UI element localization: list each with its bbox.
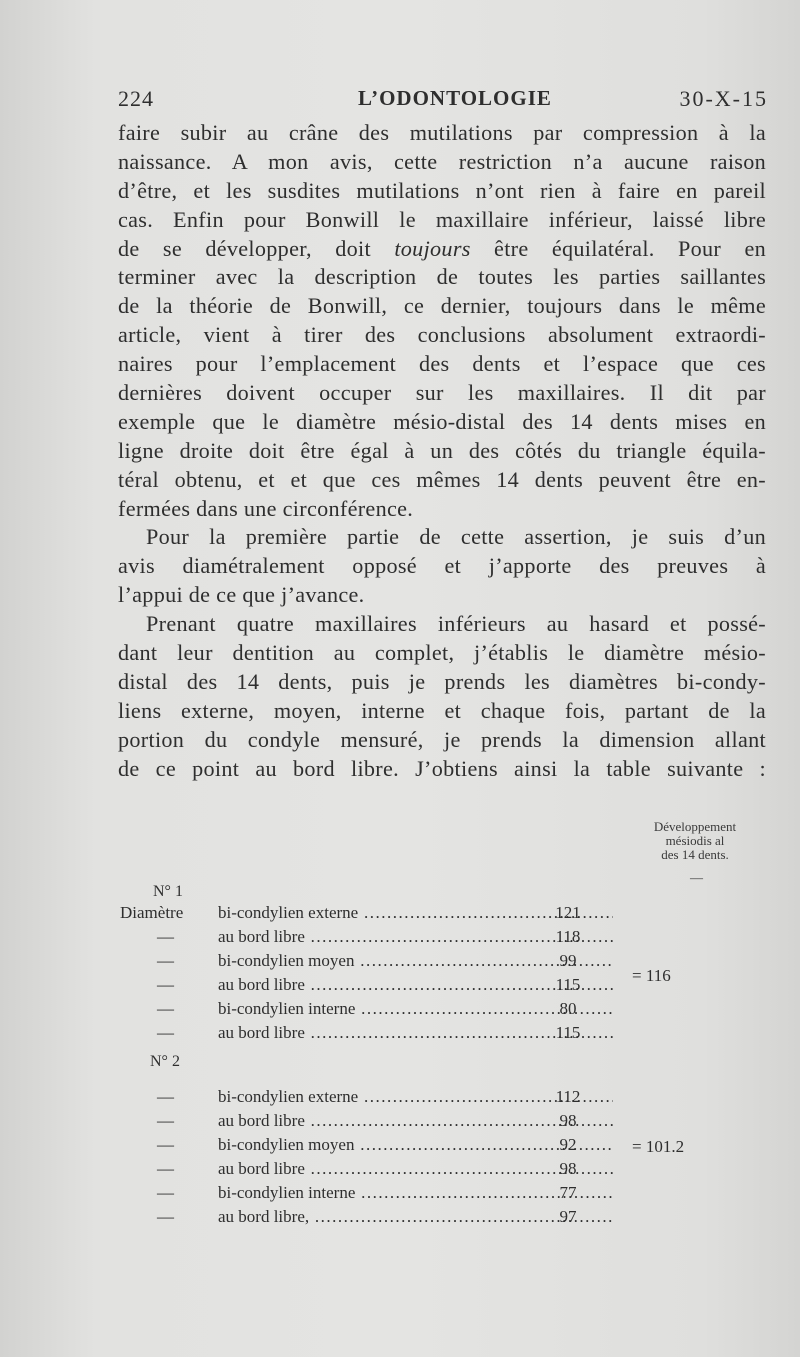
row-description: bi-condylien externe: [218, 903, 359, 922]
table-row: [118, 1087, 598, 1109]
row-label: Diamètre: [120, 903, 184, 922]
table-row: [118, 975, 598, 997]
table-row: [118, 1159, 598, 1181]
text-line: distal des 14 dents, puis je prends les diamètres bi-condy-: [118, 668, 766, 694]
dev-header-line: des 14 dents.: [661, 847, 729, 862]
text-line: dant leur dentition au complet, j’établis le diamètre mésio-: [118, 640, 766, 666]
emphasis-word: toujours: [394, 235, 471, 261]
text-line: faire subir au crâne des mutilations par compression à la: [118, 120, 766, 145]
row-value: 121: [555, 903, 581, 922]
text-line: de se développer, doit toujours être équilatéral. Pour en: [118, 235, 766, 261]
row-description: bi-condylien externe: [218, 1087, 359, 1106]
row-value: 98: [559, 1159, 577, 1178]
table-row: [118, 903, 598, 925]
row-label: —: [157, 951, 174, 970]
row-value: 118: [555, 927, 581, 946]
text-line: dernières doivent occuper sur les maxillaires. Il dit par: [118, 380, 766, 406]
section-number: N° 1: [153, 883, 183, 900]
row-description: bi-condylien moyen: [218, 1135, 355, 1154]
row-label: —: [157, 1087, 174, 1106]
row-value: 77: [559, 1183, 577, 1202]
table-row: [118, 951, 598, 973]
section-result: = 116: [632, 966, 671, 985]
row-value: 97: [559, 1207, 577, 1226]
table-row: [118, 927, 598, 949]
row-value: 115: [555, 1023, 581, 1042]
page-number: 224: [118, 86, 154, 111]
dev-header-line: mésiodis al: [665, 833, 725, 848]
row-value: 92: [559, 1135, 577, 1154]
row-label: —: [157, 1207, 174, 1226]
row-description: bi-condylien interne: [218, 1183, 356, 1202]
row-value: 112: [555, 1087, 581, 1106]
text-line: avis diamétralement opposé et j’apporte des preuves à: [118, 553, 766, 579]
paragraph-start: Pour la première partie de cette assertion, je suis d’un: [146, 524, 766, 550]
text-line: exemple que le diamètre mésio-distal des 14 dents mises en: [118, 408, 766, 434]
table-row: [118, 1023, 598, 1045]
text-line: article, vient à tirer des conclusions absolument extraordi-: [118, 322, 766, 348]
dev-header-dash: —: [690, 870, 703, 885]
table-row: [118, 999, 598, 1021]
text-line: l’appui de ce que j’avance.: [118, 582, 365, 608]
row-description: au bord libre,: [218, 1207, 310, 1226]
development-column-header: [620, 820, 770, 862]
text-line: de la théorie de Bonwill, ce dernier, toujours dans le même: [118, 293, 766, 319]
row-label: —: [157, 975, 174, 994]
journal-title: L’ODONTOLOGIE: [358, 86, 552, 110]
row-value: 115: [555, 975, 581, 994]
text-line: ligne droite doit être égal à un des côtés du triangle équila-: [118, 437, 766, 463]
row-label: —: [157, 999, 174, 1018]
row-value: 99: [559, 951, 577, 970]
row-description: au bord libre: [218, 975, 305, 994]
text-line: d’être, et les susdites mutilations n’ont rien à faire en pareil: [118, 177, 766, 203]
text-line: portion du condyle mensuré, je prends la dimension allant: [118, 726, 766, 752]
table-row: [118, 1183, 598, 1205]
text-line: cas. Enfin pour Bonwill le maxillaire inférieur, laissé libre: [118, 206, 766, 232]
text-line: terminer avec la description de toutes les parties saillantes: [118, 264, 766, 290]
row-description: au bord libre: [218, 1111, 305, 1130]
table-row: [118, 1111, 598, 1133]
row-description: au bord libre: [218, 1023, 305, 1042]
row-label: —: [157, 1159, 174, 1178]
text-line: naires pour l’emplacement des dents et l’espace que ces: [118, 351, 766, 377]
row-label: —: [157, 1111, 174, 1130]
row-label: —: [157, 1183, 174, 1202]
section-result: = 101.2: [632, 1137, 685, 1156]
table-row: [118, 1135, 598, 1157]
row-description: bi-condylien interne: [218, 999, 356, 1018]
row-label: —: [157, 1023, 174, 1042]
text-line: naissance. A mon avis, cette restriction n’a aucune raison: [118, 148, 766, 174]
row-label: —: [157, 927, 174, 946]
text-line: liens externe, moyen, interne et chaque fois, partant de la: [118, 697, 766, 723]
dev-header-line: Développement: [653, 819, 737, 834]
section-number: N° 2: [150, 1053, 180, 1070]
issue-date: 30-X-15: [679, 86, 768, 111]
row-description: au bord libre: [218, 1159, 305, 1178]
row-description: au bord libre: [218, 927, 305, 946]
row-label: —: [157, 1135, 174, 1154]
row-value: 98: [559, 1111, 577, 1130]
text-line: fermées dans une circonférence.: [118, 495, 414, 521]
text-line: de ce point au bord libre. J’obtiens ainsi la table suivante :: [118, 755, 766, 781]
row-description: bi-condylien moyen: [218, 951, 355, 970]
table-row: [118, 1207, 598, 1229]
text-line: téral obtenu, et et que ces mêmes 14 dents peuvent être en-: [118, 466, 766, 492]
row-value: 80: [559, 999, 577, 1018]
paragraph-start: Prenant quatre maxillaires inférieurs au hasard et possé-: [146, 611, 766, 637]
